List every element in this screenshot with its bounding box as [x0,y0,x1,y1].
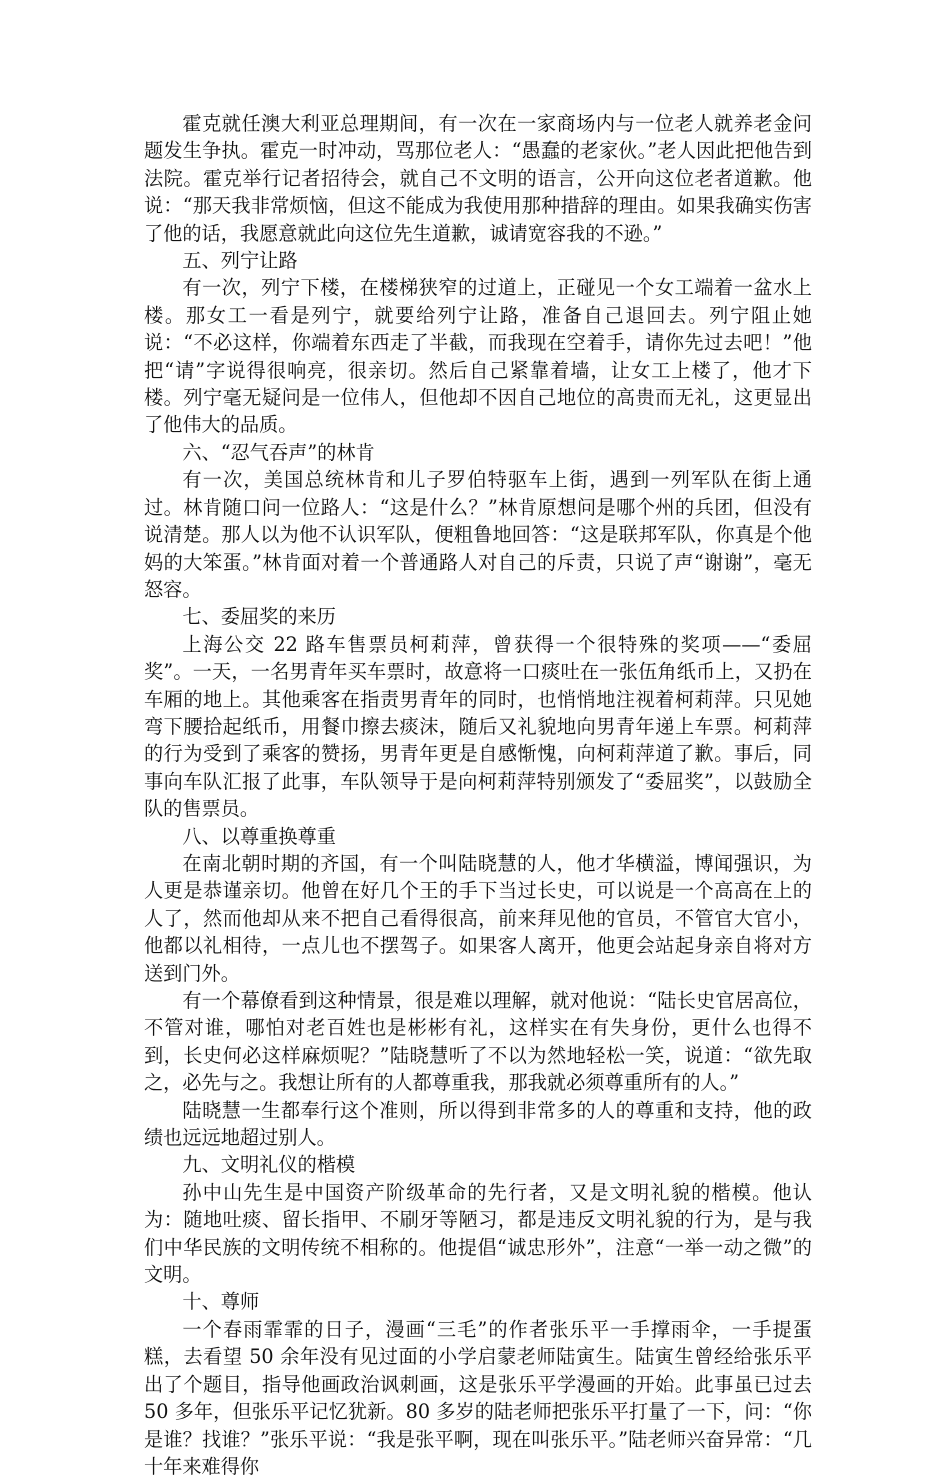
paragraph-hawke-apology: 霍克就任澳大利亚总理期间，有一次在一家商场内与一位老人就养老金问题发生争执。霍克一时冲动，骂那位老人：“愚蠢的老家伙。”老人因此把他告到法院。霍克举行记者招待会，就自己不文明的语言，公开向这位老者道歉。他说：“那天我非常烦恼，但这不能成为我使用那种措辞的理由。如果我确实伤害了他的话，我愿意就此向这位先生道歉，诚请宽容我的不逊。” [144,112,812,245]
paragraph-lu-xiaohui-2: 有一个幕僚看到这种情景，很是难以理解，就对他说：“陆长史官居高位，不管对谁，哪怕对老百姓也是彬彬有礼，这样实在有失身份，更什么也得不到，长史何必这样麻烦呢？”陆晓慧听了不以为然地轻松一笑，说道：“欲先取之，必先与之。我想让所有的人都尊重我，那我就必须尊重所有的人。” [144,989,812,1095]
document-page [144,110,812,1480]
paragraph-zhang-leping: 一个春雨霏霏的日子，漫画“三毛”的作者张乐平一手撑雨伞，一手提蛋糕，去看望 50 余年没有见过面的小学启蒙老师陆寅生。陆寅生曾经给张乐平出了个题目，指导他画政治讽刺画，这是张乐平学漫画的开始。此事虽已过去 50 多年，但张乐平记忆犹新。80 多岁的陆老师把张乐平打量了一下，问：“你是谁？找谁？”张乐平说：“我是张平啊，现在叫张乐平。”陆老师兴奋异常：“几十年来难得你 [144,1317,812,1478]
paragraph-lu-xiaohui-3: 陆晓慧一生都奉行这个准则，所以得到非常多的人的尊重和支持，他的政绩也远远地超过别人。 [144,1098,812,1150]
heading-lenin-gives-way: 五、列宁让路 [182,249,298,273]
heading-respect-for-respect: 八、以尊重换尊重 [182,824,336,848]
heading-grievance-award: 七、委屈奖的来历 [182,605,336,629]
paragraph-sun-yat-sen: 孙中山先生是中国资产阶级革命的先行者，又是文明礼貌的楷模。他认为：随地吐痰、留长指甲、不刷牙等陋习，都是违反文明礼貌的行为，是与我们中华民族的文明传统不相称的。他提倡“诚忠形外”，注意“一举一动之微”的文明。 [144,1180,812,1287]
paragraph-grievance-award: 上海公交 22 路车售票员柯莉萍，曾获得一个很特殊的奖项——“委屈奖”。一天，一名男青年买车票时，故意将一口痰吐在一张伍角纸币上，又扔在车厢的地上。其他乘客在指责男青年的同时，也悄悄地注视着柯莉萍。只见她弯下腰拾起纸币，用餐巾擦去痰沫，随后又礼貌地向男青年递上车票。柯莉萍的行为受到了乘客的赞扬，男青年更是自感惭愧，向柯莉萍道了歉。事后，同事向车队汇报了此事，车队领导于是向柯莉萍特别颁发了“委屈奖”，以鼓励全队的售票员。 [144,632,812,821]
heading-lincoln: 六、“忍气吞声”的林肯 [182,440,375,464]
paragraph-lenin: 有一次，列宁下楼，在楼梯狭窄的过道上，正碰见一个女工端着一盆水上楼。那女工一看是列宁，就要给列宁让路，准备自己退回去。列宁阻止她说：“不必这样，你端着东西走了半截，而我现在空着手，请你先过去吧！”他把“请”字说得很响亮，很亲切。然后自己紧靠着墙，让女工上楼了，他才下楼。列宁毫无疑问是一位伟人，但他却不因自己地位的高贵而无礼，这更显出了他伟大的品质。 [144,276,812,437]
paragraph-lu-xiaohui-1: 在南北朝时期的齐国，有一个叫陆晓慧的人，他才华横溢，博闻强识，为人更是恭谨亲切。他曾在好几个王的手下当过长史，可以说是一个高高在上的人了，然而他却从来不把自己看得很高，前来拜见他的官员，不管官大官小，他都以礼相待，一点儿也不摆驾子。如果客人离开，他更会站起身亲自将对方送到门外。 [144,851,812,985]
heading-respect-teacher: 十、尊师 [182,1290,260,1314]
paragraph-lincoln: 有一次，美国总统林肯和儿子罗伯特驱车上街，遇到一列军队在街上通过。林肯随口问一位路人：“这是什么？”林肯原想问是哪个州的兵团，但没有说清楚。那人以为他不认识军队，便粗鲁地回答：“这是联邦军队，你真是个他妈的大笨蛋。”林肯面对着一个普通路人对自己的斥责，只说了声“谢谢”，毫无怒容。 [144,468,812,601]
heading-civility-model: 九、文明礼仪的楷模 [182,1153,356,1177]
